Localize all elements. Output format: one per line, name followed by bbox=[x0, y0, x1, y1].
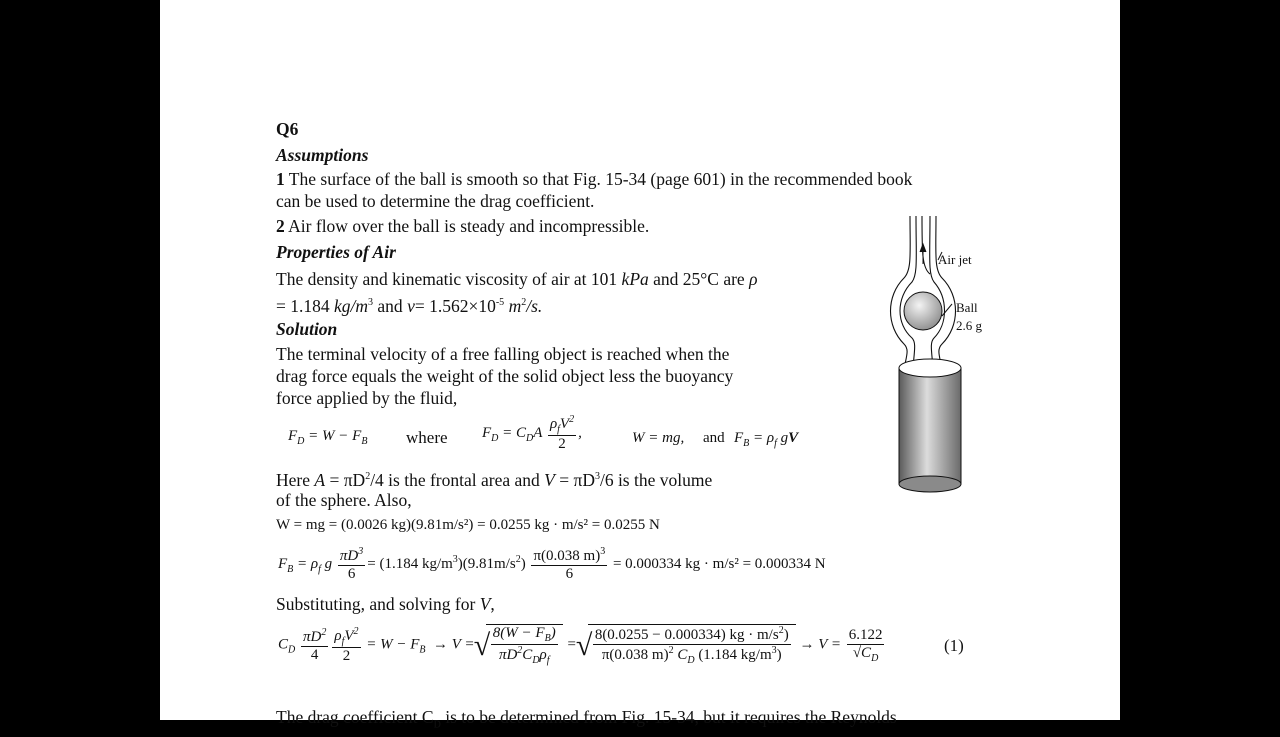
properties-line-1: The density and kinematic viscosity of air at 101 kPa and 25°C are ρ bbox=[276, 269, 758, 289]
equation-buoyancy-value: $F_B = \rho_f$ g $\frac{\pi D^3}{6}$ = (1.184 $kg/m^3)(9.81m/s^2)$ $\frac{\pi(0.038 m)^3}{6}$ = 0.000334 kg · m/s² = 0.000334 N bbox=[278, 546, 826, 582]
equation-weight: W = mg, bbox=[632, 430, 685, 446]
assumption-1: 1 The surface of the ball is smooth so that Fig. 15-34 (page 601) in the recommended book bbox=[276, 169, 913, 189]
assumptions-heading: Assumptions bbox=[276, 145, 369, 165]
equation-velocity: $C_D$ $\frac{\pi D^2}{4}$ $\frac{\rho_fV^2}{2}$ = $W - F_B \to V$ = √ $\frac{8(W - F_B)}{\pi D^2C_D\rho_f}$ = √ $\frac{8(0.0255 - 0.000334) kg \cdot m/s^2)}{\pi(0.038 m)^2 C_D (1.184 kg/m^3)}$ → V = $\frac{6.122}{√C_D}$ bbox=[278, 624, 886, 666]
blower-cylinder bbox=[899, 368, 961, 484]
equation-weight-value: W = mg = (0.0026 kg)(9.81m/s²) = 0.0255 kg · m/s² = 0.0255 N bbox=[276, 517, 660, 533]
equation-buoyancy: $F_B = \rho_f$ gV bbox=[734, 430, 799, 449]
solution-para-1: The terminal velocity of a free falling object is reached when the bbox=[276, 344, 730, 364]
airflow-arrow-icon bbox=[920, 244, 926, 264]
equation-drag: $F_D = C_DA$ $\frac{\rho_fV^2}{2}$ , bbox=[482, 414, 582, 452]
properties-line-2: = 1.184 $kg/m^3$ and $\nu= 1.562\times 10^{-5}$ $m^2/s$. bbox=[276, 295, 543, 316]
ball-mass-label: 2.6 g bbox=[956, 318, 982, 333]
ball-label: Ball bbox=[956, 300, 978, 315]
ball-shape bbox=[904, 292, 942, 330]
air-jet-ball-figure bbox=[882, 212, 992, 494]
frontal-area-text-2: of the sphere. Also, bbox=[276, 490, 412, 510]
properties-heading: Properties of Air bbox=[276, 242, 396, 262]
assumption-2: 2 Air flow over the ball is steady and incompressible. bbox=[276, 216, 650, 236]
equation-number: (1) bbox=[944, 636, 964, 655]
solution-para-2: drag force equals the weight of the solid object less the buoyancy bbox=[276, 366, 734, 386]
substituting-text: Substituting, and solving for V, bbox=[276, 594, 495, 614]
airjet-label: Air jet bbox=[938, 252, 972, 267]
solution-para-3: force applied by the fluid, bbox=[276, 388, 458, 408]
document-page bbox=[160, 0, 1120, 731]
ball-leader-line bbox=[942, 304, 952, 316]
equation-force-balance: $F_D = W - F_B$ bbox=[288, 428, 368, 447]
cylinder-bottom bbox=[899, 476, 961, 492]
question-number: Q6 bbox=[276, 119, 299, 139]
bottom-text: The drag coefficient $C_D$ is to be determined from Fig. 15-34, but it requires the Reynolds bbox=[276, 707, 897, 731]
where-label: where bbox=[406, 428, 448, 447]
frontal-area-text: Here $A = \pi D^2/4$ is the frontal area and $V = \pi D^3/6$ is the volume bbox=[276, 469, 713, 490]
assumption-1-cont: can be used to determine the drag coefficient. bbox=[276, 191, 595, 211]
cylinder-top bbox=[899, 359, 961, 377]
and-label: and bbox=[703, 430, 725, 446]
solution-heading: Solution bbox=[276, 319, 338, 339]
